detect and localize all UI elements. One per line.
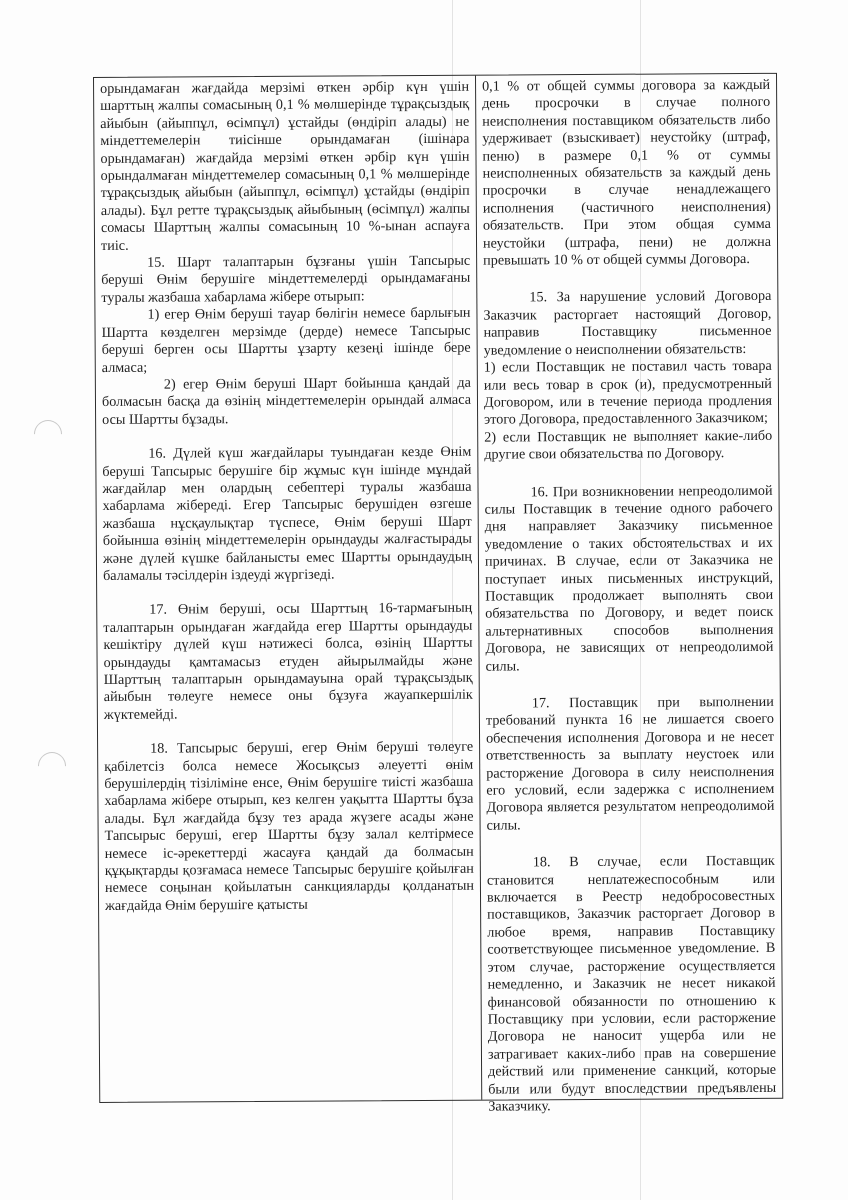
kz-clause-15: 15. Шарт талаптарын бұзғаны үшін Тапсырыс беруші Өнім берушіге міндеттемелерді орындамағаны туралы жазбаша хабарлама жібере отырып: [101,252,471,306]
ru-clause-15-item-2: 2) если Поставщик не выполняет какие-либо другие свои обязательства по Договору. [484,427,773,463]
kz-penalty-paragraph: орындамаған жағдайда мерзімі өткен әрбір күн үшін шарттың жалпы сомасының 0,1 % мөлшерінде тұрақсыздық айыбын (айыппұл, өсімпұл) ұстайды (өндіріп алады) не міндеттемелерін тиісінше орындамаған (ішінара орындамаған) жағдайда мерзімі өткен әрбір күн үшін орындалмаған міндеттемелер сомасының 0,1 % мөлшерінде тұрақсыздық айыбын (айыппұл, өсімпұл) ұстайды (өндіріп алады). Бұл ретте тұрақсыздық айыбының (өсімпұл) жалпы сомасы Шарттың жалпы сомасының 10 %-ынан аспауға тиіс. [100,78,470,254]
ru-clause-15-item-1: 1) если Поставщик не поставил часть товара или весь товар в срок (и), предусмотренный Договором, или в течение периода продления этого Договора, предоставленного Заказчиком; [483,357,773,428]
kazakh-column [94,76,482,1102]
ru-clause-17: 17. Поставщик при выполнении требований пункта 16 не лишается своего обеспечения исполнения Договора и не несет ответственность за выплату неустоек или расторжение Договора в силу неисполнения его условий, если задержка с исполнением Договора является результатом непреодолимой силы. [485,693,775,834]
ru-clause-15: 15. За нарушение условий Договора Заказчик расторгает настоящий Договор, направив Поставщику письменное уведомление о неисполнении обязательств: [483,288,772,359]
kz-clause-16: 16. Дүлей күш жағдайлары туындаған кезде Өнім беруші Тапсырыс берушіге бір жұмыс күн ішінде мұндай жағдайлар мен олардың себептері туралы жазбаша хабарлама жібереді. Егер Тапсырыс берушіден өзгеше жазбаша нұсқаулықтар түспесе, Өнім беруші Шарт бойынша өзінің міндеттемелерін орындауды жалғастырады және дүлей күшке байланысты емес Шартты орындаудың баламалы тәсілдерін іздеуді жүргізеді. [102,443,472,584]
ru-clause-16: 16. При возникновении непреодолимой силы Поставщик в течение одного рабочего дня направляет Заказчику письменное уведомление о таких обстоятельствах и их причинах. В случае, если от Заказчика не поступает иных письменных инструкций, Поставщик продолжает выполнять свои обязательства по Договору, и ведет поиск альтернативных способов выполнения Договора, не зависящих от непреодолимой силы. [484,482,774,675]
kz-clause-15-item-1: 1) егер Өнім беруші тауар бөлігін немесе барлығын Шартта көзделген мерзімде (дерде) немесе Тапсырыс беруші берген осы Шартты ұзарту кезеңі ішінде бере алмаса; [101,304,471,376]
punch-hole-mark [28,414,68,454]
bilingual-contract-table [93,73,783,1115]
kz-clause-17: 17. Өнім беруші, осы Шарттың 16-тармағының талаптарын орындаған жағдайда егер Шартты орындауды кешіктіру дүлей күш нәтижесі болса, өзінің Шартты орындауды қамтамасыз етуден айырылмайды және Шарттың талаптарын орындамауына орай тұрақсыздық айыбын төлеуге немесе оны бұзуға жауапкершілік жүктемейді. [103,600,473,723]
russian-column [476,74,782,1115]
kz-clause-18: 18. Тапсырыс беруші, егер Өнім беруші төлеуге қабілетсіз болса немесе Жосықсыз әлеуетті өнім берушілердің тізіліміне енсе, Өнім берушіге тиісті жазбаша хабарлама жібере отырып, кез келген уақытта Шартты бұза алады. Бұл жағдайда бұзу тез арада жүзеге асады және Тапсырыс беруші, егер Шартты бұзу залал келтірмесе немесе іс-әрекеттерді жасауға қандай да болмасын құқықтарды қозғамаса немесе Тапсырыс берушіге қойылған немесе соңынан қойылатын санкцияларды қолданатын жағдайда Өнім берушіге қатысты [104,738,474,914]
punch-hole-mark [32,746,72,786]
ru-penalty-paragraph: 0,1 % от общей суммы договора за каждый день просрочки в случае полного неисполнения поставщиком обязательств либо удерживает (взыскивает) неустойку (штраф, пеню) в размере 0,1 % от суммы неисполненных обязательств за каждый день просрочки в случае ненадлежащего исполнения (частичного неисполнения) обязательств. При этом общая сумма неустойки (штрафа, пени) не должна превышать 10 % от общей суммы Договора. [482,76,772,269]
kz-clause-15-item-2: 2) егер Өнім беруші Шарт бойынша қандай да болмасын басқа да өзінің міндеттемелерін орындай алмаса осы Шартты бұзады. [101,374,472,428]
ru-clause-18: 18. В случае, если Поставщик становится неплатежеспособным или включается в Реестр недобросовестных поставщиков, Заказчик расторгает Договор в любое время, направив Поставщику соответствующее письменное уведомление. В этом случае, расторжение осуществляется немедленно, и Заказчик не несет никакой финансовой обязанности по отношению к Поставщику при условии, если расторжение Договора не наносит ущерба или не затрагивает каких-либо прав на совершение действий или применение санкций, которые были или будут впоследствии предъявлены Заказчику. [486,853,777,1115]
